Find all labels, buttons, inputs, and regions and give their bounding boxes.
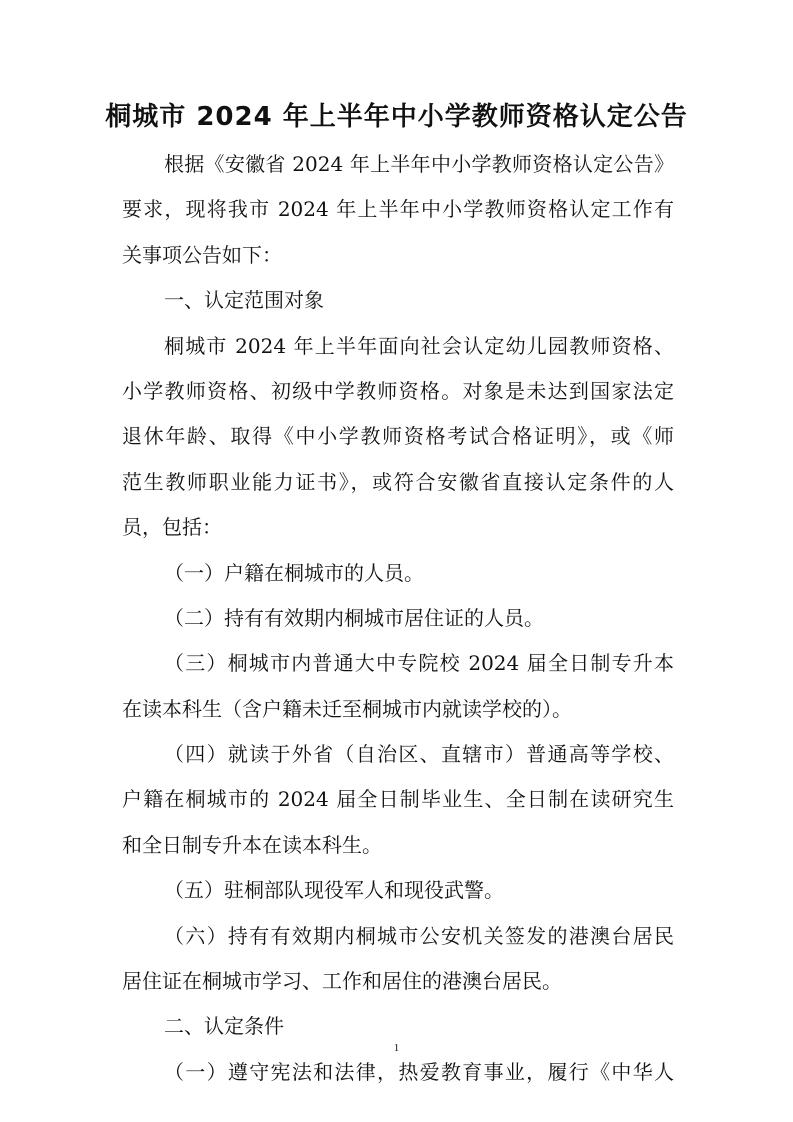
section-heading-scope: 一、认定范围对象 [164, 288, 324, 313]
list-item-5: （五）驻桐部队现役军人和现役武警。 [164, 878, 504, 903]
list-item-2: （二）持有有效期内桐城市居住证的人员。 [164, 605, 544, 630]
document-body [122, 142, 674, 1095]
paragraph-scope-line-1: 桐城市 2024 年上半年面向社会认定幼儿园教师资格、 [164, 333, 674, 358]
list-item-4-line-3: 和全日制专升本在读本科生。 [122, 832, 382, 857]
list-item-3-line-1: （三）桐城市内普通大中专院校 2024 届全日制专升本 [164, 651, 674, 676]
paragraph-scope-line-3: 退休年龄、取得《中小学教师资格考试合格证明》，或《师 [122, 424, 674, 449]
list-item-1: （一）户籍在桐城市的人员。 [164, 560, 424, 585]
list-item-4-line-2: 户籍在桐城市的 2024 届全日制毕业生、全日制在读研究生 [122, 787, 674, 812]
list-item-3-line-2: 在读本科生（含户籍未迁至桐城市内就读学校的）。 [122, 696, 572, 721]
section-heading-conditions: 二、认定条件 [164, 1014, 284, 1039]
page-title: 桐城市 2024 年上半年中小学教师资格认定公告 [105, 102, 688, 132]
list-item-6-line-2: 居住证在桐城市学习、工作和居住的港澳台居民。 [122, 969, 562, 994]
page-number: 1 [393, 1042, 400, 1054]
list-item-6-line-1: （六）持有有效期内桐城市公安机关签发的港澳台居民 [164, 923, 674, 948]
paragraph-intro-line-3: 关事项公告如下： [122, 242, 282, 267]
paragraph-scope-line-5: 员，包括： [122, 515, 222, 540]
paragraph-scope-line-2: 小学教师资格、初级中学教师资格。对象是未达到国家法定 [122, 378, 674, 403]
paragraph-intro-line-1: 根据《安徽省 2024 年上半年中小学教师资格认定公告》 [164, 152, 674, 176]
condition-item-1-line-1: （一）遵守宪法和法律，热爱教育事业，履行《中华人 [164, 1059, 674, 1084]
paragraph-scope-line-4: 范生教师职业能力证书》，或符合安徽省直接认定条件的人 [122, 469, 674, 494]
list-item-4-line-1: （四）就读于外省（自治区、直辖市）普通高等学校、 [164, 742, 674, 767]
paragraph-intro-line-2: 要求，现将我市 2024 年上半年中小学教师资格认定工作有 [122, 197, 674, 222]
